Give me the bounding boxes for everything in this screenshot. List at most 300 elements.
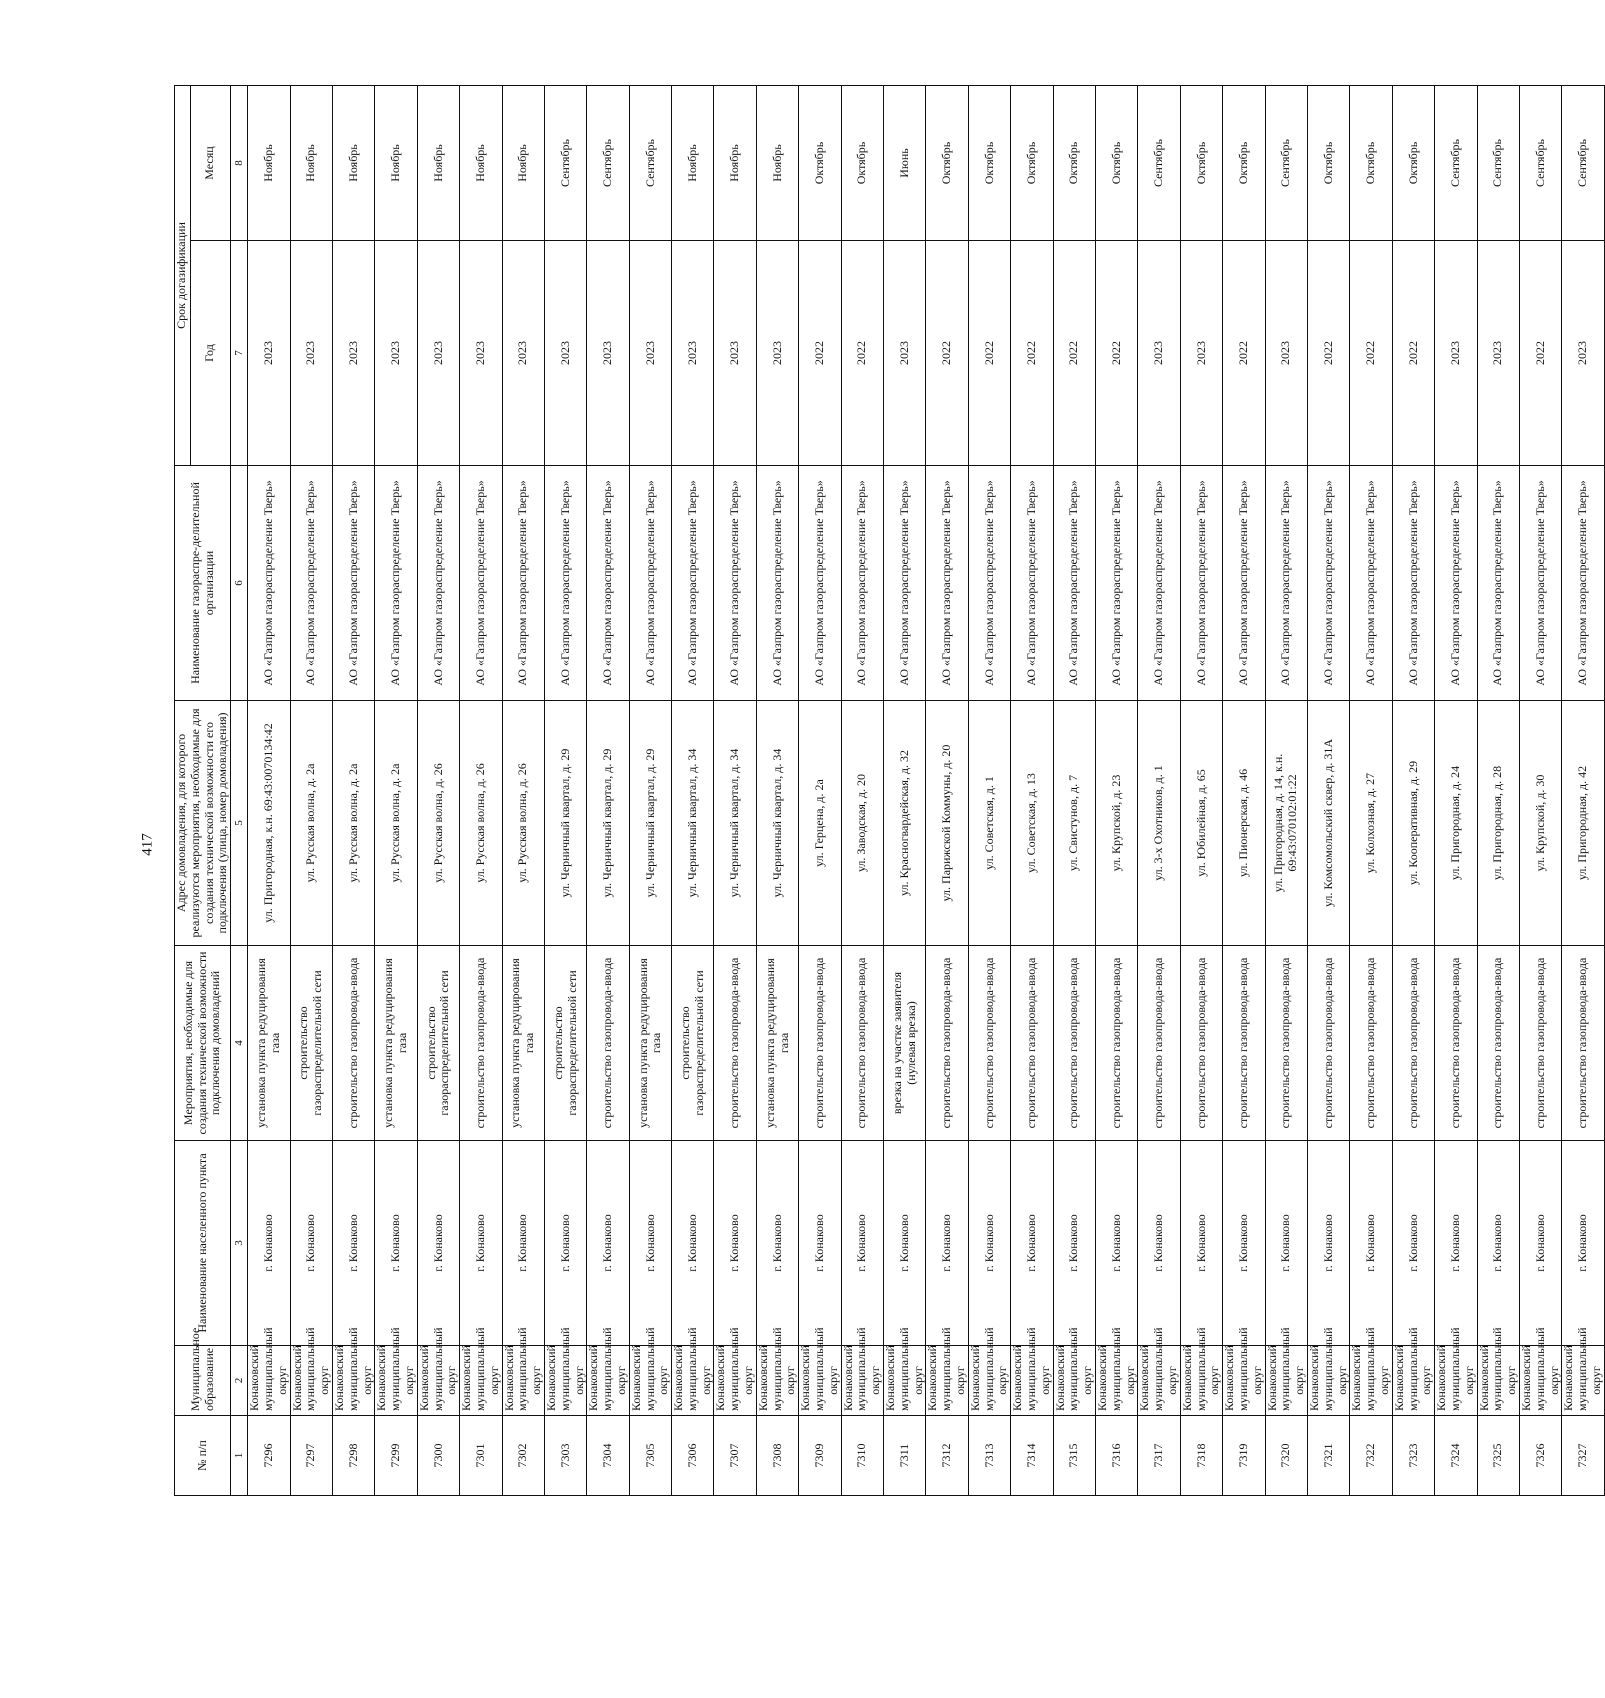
cell-month: Октябрь	[1053, 85, 1095, 240]
cell-year: 2022	[1096, 241, 1138, 466]
cell-org: АО «Газпром газораспределение Тверь»	[968, 466, 1010, 701]
cell-month: Ноябрь	[714, 85, 756, 240]
cell-org: АО «Газпром газораспределение Тверь»	[799, 466, 841, 701]
cell-year: 2023	[417, 241, 459, 466]
cell-municipality: Конаковский муниципальный округ	[1053, 1346, 1095, 1416]
cell-month: Октябрь	[1180, 85, 1222, 240]
cell-org: АО «Газпром газораспределение Тверь»	[1265, 466, 1307, 701]
cell-measure: строительство газопровода-ввода	[460, 946, 502, 1141]
cell-year: 2022	[926, 241, 968, 466]
cell-num: 7296	[248, 1416, 290, 1496]
cell-month: Октябрь	[1011, 85, 1053, 240]
header-address: Адрес домовладения, для которого реализуются мероприятия, необходимые для создания технической возможности его подключения (улица, номер домовладения)	[175, 701, 231, 946]
cell-year: 2023	[1562, 241, 1604, 466]
cell-org: АО «Газпром газораспределение Тверь»	[1477, 466, 1519, 701]
cell-address: ул. Советская, д. 13	[1011, 701, 1053, 946]
cell-municipality: Конаковский муниципальный округ	[1138, 1346, 1180, 1416]
cell-settlement: г. Конаково	[502, 1141, 544, 1346]
cell-year: 2022	[1011, 241, 1053, 466]
cell-num: 7327	[1562, 1416, 1604, 1496]
cell-num: 7323	[1392, 1416, 1434, 1496]
cell-address: ул. Русская волна, д. 2а	[290, 701, 332, 946]
cell-year: 2023	[290, 241, 332, 466]
cell-num: 7318	[1180, 1416, 1222, 1496]
table-row	[1265, 85, 1307, 1495]
cell-address: ул. Юбилейная, д. 65	[1180, 701, 1222, 946]
cell-month: Октябрь	[841, 85, 883, 240]
cell-municipality: Конаковский муниципальный округ	[1096, 1346, 1138, 1416]
cell-year: 2022	[799, 241, 841, 466]
cell-org: АО «Газпром газораспределение Тверь»	[1223, 466, 1265, 701]
cell-year: 2023	[672, 241, 714, 466]
column-number-row	[231, 85, 248, 1495]
table-row	[290, 85, 332, 1495]
cell-measure: строительство газораспределительной сети	[544, 946, 586, 1141]
cell-num: 7322	[1350, 1416, 1392, 1496]
cell-measure: строительство газопровода-ввода	[1265, 946, 1307, 1141]
cell-num: 7298	[332, 1416, 374, 1496]
cell-num: 7306	[672, 1416, 714, 1496]
cell-month: Сентябрь	[629, 85, 671, 240]
cell-org: АО «Газпром газораспределение Тверь»	[756, 466, 798, 701]
col-number: 8	[231, 85, 248, 240]
cell-year: 2022	[968, 241, 1010, 466]
table-row	[1096, 85, 1138, 1495]
cell-municipality: Конаковский муниципальный округ	[502, 1346, 544, 1416]
cell-num: 7309	[799, 1416, 841, 1496]
table-row	[502, 85, 544, 1495]
cell-municipality: Конаковский муниципальный округ	[756, 1346, 798, 1416]
cell-address: ул. Советская, д. 1	[968, 701, 1010, 946]
cell-month: Октябрь	[968, 85, 1010, 240]
cell-address: ул. Парижской Коммуны, д. 20	[926, 701, 968, 946]
cell-address: ул. Кооперативная, д. 29	[1392, 701, 1434, 946]
cell-address: ул. Красногвардейская, д. 32	[884, 701, 926, 946]
cell-municipality: Конаковский муниципальный округ	[968, 1346, 1010, 1416]
cell-municipality: Конаковский муниципальный округ	[332, 1346, 374, 1416]
cell-settlement: г. Конаково	[332, 1141, 374, 1346]
cell-org: АО «Газпром газораспределение Тверь»	[1435, 466, 1477, 701]
cell-year: 2023	[332, 241, 374, 466]
cell-municipality: Конаковский муниципальный округ	[714, 1346, 756, 1416]
cell-settlement: г. Конаково	[1265, 1141, 1307, 1346]
cell-address: ул. Русская волна, д. 2а	[375, 701, 417, 946]
header-municipality: Муниципальное образование	[175, 1346, 231, 1416]
header-year: Год	[190, 241, 231, 466]
cell-org: АО «Газпром газораспределение Тверь»	[1519, 466, 1561, 701]
cell-measure: строительство газораспределительной сети	[672, 946, 714, 1141]
cell-measure: строительство газораспределительной сети	[290, 946, 332, 1141]
cell-measure: строительство газопровода-ввода	[714, 946, 756, 1141]
cell-address: ул. Русская волна, д. 26	[502, 701, 544, 946]
cell-settlement: г. Конаково	[375, 1141, 417, 1346]
cell-settlement: г. Конаково	[587, 1141, 629, 1346]
cell-municipality: Конаковский муниципальный округ	[1265, 1346, 1307, 1416]
cell-org: АО «Газпром газораспределение Тверь»	[841, 466, 883, 701]
table-row	[1180, 85, 1222, 1495]
table-row	[460, 85, 502, 1495]
cell-settlement: г. Конаково	[1053, 1141, 1095, 1346]
cell-num: 7321	[1307, 1416, 1349, 1496]
cell-num: 7312	[926, 1416, 968, 1496]
cell-org: АО «Газпром газораспределение Тверь»	[1053, 466, 1095, 701]
cell-address: ул. Черничный квартал, д. 34	[672, 701, 714, 946]
cell-org: АО «Газпром газораспределение Тверь»	[332, 466, 374, 701]
cell-measure: строительство газопровода-ввода	[332, 946, 374, 1141]
cell-year: 2023	[1477, 241, 1519, 466]
cell-month: Октябрь	[799, 85, 841, 240]
col-number: 7	[231, 241, 248, 466]
cell-settlement: г. Конаково	[1138, 1141, 1180, 1346]
cell-year: 2022	[1053, 241, 1095, 466]
cell-num: 7305	[629, 1416, 671, 1496]
cell-measure: строительство газопровода-ввода	[1096, 946, 1138, 1141]
cell-num: 7316	[1096, 1416, 1138, 1496]
table-row	[248, 85, 290, 1495]
cell-num: 7307	[714, 1416, 756, 1496]
table-row	[714, 85, 756, 1495]
table-body	[248, 85, 1605, 1495]
table-row	[1435, 85, 1477, 1495]
table-row	[926, 85, 968, 1495]
table-row	[1223, 85, 1265, 1495]
cell-month: Сентябрь	[1519, 85, 1561, 240]
cell-settlement: г. Конаково	[799, 1141, 841, 1346]
cell-month: Ноябрь	[672, 85, 714, 240]
cell-month: Октябрь	[1096, 85, 1138, 240]
cell-year: 2022	[1392, 241, 1434, 466]
table-row	[629, 85, 671, 1495]
table-row	[544, 85, 586, 1495]
cell-org: АО «Газпром газораспределение Тверь»	[926, 466, 968, 701]
table-row	[1562, 85, 1604, 1495]
cell-address: ул. Пригородная, д. 24	[1435, 701, 1477, 946]
cell-month: Октябрь	[1223, 85, 1265, 240]
cell-municipality: Конаковский муниципальный округ	[248, 1346, 290, 1416]
cell-settlement: г. Конаково	[1392, 1141, 1434, 1346]
cell-month: Сентябрь	[1562, 85, 1604, 240]
cell-org: АО «Газпром газораспределение Тверь»	[714, 466, 756, 701]
cell-month: Ноябрь	[756, 85, 798, 240]
cell-num: 7302	[502, 1416, 544, 1496]
cell-year: 2023	[1265, 241, 1307, 466]
cell-org: АО «Газпром газораспределение Тверь»	[1392, 466, 1434, 701]
cell-municipality: Конаковский муниципальный округ	[1562, 1346, 1604, 1416]
cell-year: 2023	[460, 241, 502, 466]
cell-num: 7303	[544, 1416, 586, 1496]
col-number: 5	[231, 701, 248, 946]
cell-municipality: Конаковский муниципальный округ	[417, 1346, 459, 1416]
cell-address: ул. Свистунов, д. 7	[1053, 701, 1095, 946]
cell-measure: установка пункта редуцирования газа	[629, 946, 671, 1141]
cell-address: ул. Черничный квартал, д. 29	[587, 701, 629, 946]
cell-org: АО «Газпром газораспределение Тверь»	[629, 466, 671, 701]
cell-settlement: г. Конаково	[714, 1141, 756, 1346]
table-row	[1350, 85, 1392, 1495]
cell-municipality: Конаковский муниципальный округ	[926, 1346, 968, 1416]
cell-num: 7297	[290, 1416, 332, 1496]
cell-address: ул. Черничный квартал, д. 34	[714, 701, 756, 946]
cell-settlement: г. Конаково	[968, 1141, 1010, 1346]
table-row	[1477, 85, 1519, 1495]
cell-month: Ноябрь	[332, 85, 374, 240]
cell-num: 7300	[417, 1416, 459, 1496]
cell-settlement: г. Конаково	[841, 1141, 883, 1346]
cell-address: ул. Пригородная, д. 28	[1477, 701, 1519, 946]
cell-settlement: г. Конаково	[1519, 1141, 1561, 1346]
cell-num: 7324	[1435, 1416, 1477, 1496]
cell-address: ул. Колхозная, д. 27	[1350, 701, 1392, 946]
cell-municipality: Конаковский муниципальный округ	[1519, 1346, 1561, 1416]
cell-municipality: Конаковский муниципальный округ	[1350, 1346, 1392, 1416]
cell-settlement: г. Конаково	[1307, 1141, 1349, 1346]
cell-measure: строительство газопровода-ввода	[1519, 946, 1561, 1141]
cell-org: АО «Газпром газораспределение Тверь»	[1138, 466, 1180, 701]
header-row-1	[175, 85, 191, 1495]
cell-municipality: Конаковский муниципальный округ	[544, 1346, 586, 1416]
cell-municipality: Конаковский муниципальный округ	[1477, 1346, 1519, 1416]
cell-measure: врезка на участке заявителя (нулевая врезка)	[884, 946, 926, 1141]
col-number: 1	[231, 1416, 248, 1496]
cell-month: Ноябрь	[290, 85, 332, 240]
cell-settlement: г. Конаково	[926, 1141, 968, 1346]
table-row	[968, 85, 1010, 1495]
cell-num: 7313	[968, 1416, 1010, 1496]
cell-address: ул. Пригородная, д. 42	[1562, 701, 1604, 946]
table-row	[1307, 85, 1349, 1495]
col-number: 4	[231, 946, 248, 1141]
table-row	[884, 85, 926, 1495]
cell-municipality: Конаковский муниципальный округ	[1435, 1346, 1477, 1416]
cell-settlement: г. Конаково	[1350, 1141, 1392, 1346]
cell-year: 2023	[587, 241, 629, 466]
cell-num: 7320	[1265, 1416, 1307, 1496]
cell-year: 2022	[1223, 241, 1265, 466]
cell-settlement: г. Конаково	[1180, 1141, 1222, 1346]
cell-settlement: г. Конаково	[629, 1141, 671, 1346]
header-deadline: Срок догазификации	[175, 85, 191, 465]
table-row	[1053, 85, 1095, 1495]
cell-org: АО «Газпром газораспределение Тверь»	[884, 466, 926, 701]
cell-measure: строительство газопровода-ввода	[799, 946, 841, 1141]
cell-settlement: г. Конаково	[460, 1141, 502, 1346]
cell-num: 7301	[460, 1416, 502, 1496]
cell-org: АО «Газпром газораспределение Тверь»	[672, 466, 714, 701]
cell-month: Октябрь	[1307, 85, 1349, 240]
cell-org: АО «Газпром газораспределение Тверь»	[587, 466, 629, 701]
table-row	[1519, 85, 1561, 1495]
rotated-page	[174, 86, 1603, 1496]
cell-year: 2022	[841, 241, 883, 466]
cell-year: 2023	[756, 241, 798, 466]
table-row	[332, 85, 374, 1495]
cell-num: 7308	[756, 1416, 798, 1496]
cell-municipality: Конаковский муниципальный округ	[1011, 1346, 1053, 1416]
cell-municipality: Конаковский муниципальный округ	[1223, 1346, 1265, 1416]
cell-month: Октябрь	[1392, 85, 1434, 240]
cell-month: Ноябрь	[375, 85, 417, 240]
cell-num: 7325	[1477, 1416, 1519, 1496]
gasification-table	[174, 85, 1605, 1496]
cell-address: ул. Пригородная, к.н. 69:43:0070134:42	[248, 701, 290, 946]
cell-num: 7310	[841, 1416, 883, 1496]
header-measure: Мероприятия, необходимые для создания технической возможности подключения домовладений	[175, 946, 231, 1141]
header-month: Месяц	[190, 85, 231, 240]
cell-num: 7326	[1519, 1416, 1561, 1496]
cell-org: АО «Газпром газораспределение Тверь»	[502, 466, 544, 701]
cell-measure: строительство газопровода-ввода	[1223, 946, 1265, 1141]
cell-measure: установка пункта редуцирования газа	[375, 946, 417, 1141]
cell-num: 7314	[1011, 1416, 1053, 1496]
cell-month: Октябрь	[926, 85, 968, 240]
cell-year: 2023	[1180, 241, 1222, 466]
header-settlement: Наименование населенного пункта	[175, 1141, 231, 1346]
cell-month: Сентябрь	[1477, 85, 1519, 240]
cell-measure: строительство газопровода-ввода	[1350, 946, 1392, 1141]
table-row	[841, 85, 883, 1495]
col-number: 6	[231, 466, 248, 701]
cell-settlement: г. Конаково	[1562, 1141, 1604, 1346]
cell-measure: строительство газопровода-ввода	[841, 946, 883, 1141]
cell-month: Сентябрь	[587, 85, 629, 240]
cell-num: 7319	[1223, 1416, 1265, 1496]
cell-measure: строительство газопровода-ввода	[926, 946, 968, 1141]
cell-settlement: г. Конаково	[1477, 1141, 1519, 1346]
cell-measure: строительство газопровода-ввода	[1011, 946, 1053, 1141]
cell-year: 2023	[544, 241, 586, 466]
cell-num: 7311	[884, 1416, 926, 1496]
cell-municipality: Конаковский муниципальный округ	[460, 1346, 502, 1416]
cell-municipality: Конаковский муниципальный округ	[1392, 1346, 1434, 1416]
cell-address: ул. Русская волна, д. 26	[417, 701, 459, 946]
cell-year: 2023	[714, 241, 756, 466]
cell-address: ул. Заводская, д. 20	[841, 701, 883, 946]
cell-address: ул. Черничный квартал, д. 29	[544, 701, 586, 946]
table-row	[417, 85, 459, 1495]
cell-settlement: г. Конаково	[248, 1141, 290, 1346]
cell-municipality: Конаковский муниципальный округ	[841, 1346, 883, 1416]
cell-address: ул. Пригородная, д. 14, к.н. 69:43:070102:01:22	[1265, 701, 1307, 946]
header-org: Наименование газораспре-делительной организации	[175, 466, 231, 701]
cell-month: Сентябрь	[1138, 85, 1180, 240]
cell-municipality: Конаковский муниципальный округ	[1307, 1346, 1349, 1416]
col-number: 3	[231, 1141, 248, 1346]
cell-settlement: г. Конаково	[672, 1141, 714, 1346]
cell-measure: установка пункта редуцирования газа	[502, 946, 544, 1141]
cell-month: Сентябрь	[544, 85, 586, 240]
table-row	[799, 85, 841, 1495]
cell-settlement: г. Конаково	[1223, 1141, 1265, 1346]
table-row	[756, 85, 798, 1495]
table-row	[1392, 85, 1434, 1495]
cell-year: 2022	[1307, 241, 1349, 466]
cell-measure: строительство газопровода-ввода	[1180, 946, 1222, 1141]
table-row	[375, 85, 417, 1495]
cell-address: ул. Русская волна, д. 26	[460, 701, 502, 946]
cell-year: 2023	[248, 241, 290, 466]
cell-num: 7299	[375, 1416, 417, 1496]
cell-org: АО «Газпром газораспределение Тверь»	[417, 466, 459, 701]
cell-address: ул. Пионерская, д. 46	[1223, 701, 1265, 946]
col-number: 2	[231, 1346, 248, 1416]
cell-address: ул. Черничный квартал, д. 34	[756, 701, 798, 946]
page-number: 417	[139, 833, 156, 856]
cell-org: АО «Газпром газораспределение Тверь»	[290, 466, 332, 701]
cell-month: Ноябрь	[248, 85, 290, 240]
cell-municipality: Конаковский муниципальный округ	[629, 1346, 671, 1416]
cell-measure: строительство газопровода-ввода	[1307, 946, 1349, 1141]
cell-org: АО «Газпром газораспределение Тверь»	[1180, 466, 1222, 701]
cell-municipality: Конаковский муниципальный округ	[799, 1346, 841, 1416]
cell-measure: строительство газораспределительной сети	[417, 946, 459, 1141]
table-row	[1011, 85, 1053, 1495]
cell-settlement: г. Конаково	[1435, 1141, 1477, 1346]
cell-year: 2023	[629, 241, 671, 466]
cell-address: ул. Герцена, д. 2а	[799, 701, 841, 946]
header-num: № п/п	[175, 1416, 231, 1496]
cell-measure: строительство газопровода-ввода	[1435, 946, 1477, 1141]
cell-settlement: г. Конаково	[884, 1141, 926, 1346]
cell-month: Октябрь	[1350, 85, 1392, 240]
cell-org: АО «Газпром газораспределение Тверь»	[1307, 466, 1349, 701]
cell-address: ул. Крупской, д. 30	[1519, 701, 1561, 946]
cell-measure: строительство газопровода-ввода	[1138, 946, 1180, 1141]
cell-settlement: г. Конаково	[544, 1141, 586, 1346]
cell-org: АО «Газпром газораспределение Тверь»	[1011, 466, 1053, 701]
cell-address: ул. Крупской, д. 23	[1096, 701, 1138, 946]
cell-year: 2023	[1435, 241, 1477, 466]
cell-settlement: г. Конаково	[756, 1141, 798, 1346]
cell-measure: установка пункта редуцирования газа	[756, 946, 798, 1141]
cell-measure: строительство газопровода-ввода	[587, 946, 629, 1141]
cell-org: АО «Газпром газораспределение Тверь»	[1096, 466, 1138, 701]
table-row	[587, 85, 629, 1495]
cell-measure: установка пункта редуцирования газа	[248, 946, 290, 1141]
table-row	[1138, 85, 1180, 1495]
cell-settlement: г. Конаково	[417, 1141, 459, 1346]
cell-measure: строительство газопровода-ввода	[1562, 946, 1604, 1141]
cell-year: 2023	[375, 241, 417, 466]
cell-month: Ноябрь	[502, 85, 544, 240]
cell-year: 2023	[1138, 241, 1180, 466]
cell-month: Ноябрь	[460, 85, 502, 240]
cell-measure: строительство газопровода-ввода	[1477, 946, 1519, 1141]
cell-num: 7317	[1138, 1416, 1180, 1496]
cell-num: 7315	[1053, 1416, 1095, 1496]
cell-settlement: г. Конаково	[290, 1141, 332, 1346]
cell-year: 2022	[1519, 241, 1561, 466]
cell-month: Сентябрь	[1265, 85, 1307, 240]
cell-settlement: г. Конаково	[1011, 1141, 1053, 1346]
cell-municipality: Конаковский муниципальный округ	[375, 1346, 417, 1416]
cell-address: ул. Русская волна, д. 2а	[332, 701, 374, 946]
cell-municipality: Конаковский муниципальный округ	[1180, 1346, 1222, 1416]
cell-year: 2023	[502, 241, 544, 466]
cell-municipality: Конаковский муниципальный округ	[672, 1346, 714, 1416]
cell-measure: строительство газопровода-ввода	[968, 946, 1010, 1141]
cell-municipality: Конаковский муниципальный округ	[290, 1346, 332, 1416]
cell-month: Ноябрь	[417, 85, 459, 240]
cell-num: 7304	[587, 1416, 629, 1496]
cell-org: АО «Газпром газораспределение Тверь»	[375, 466, 417, 701]
cell-org: АО «Газпром газораспределение Тверь»	[1350, 466, 1392, 701]
cell-address: ул. Комсомольский сквер, д. 31А	[1307, 701, 1349, 946]
cell-org: АО «Газпром газораспределение Тверь»	[248, 466, 290, 701]
cell-org: АО «Газпром газораспределение Тверь»	[460, 466, 502, 701]
cell-address: ул. 3-х Охотников, д. 1	[1138, 701, 1180, 946]
cell-measure: строительство газопровода-ввода	[1392, 946, 1434, 1141]
cell-org: АО «Газпром газораспределение Тверь»	[1562, 466, 1604, 701]
